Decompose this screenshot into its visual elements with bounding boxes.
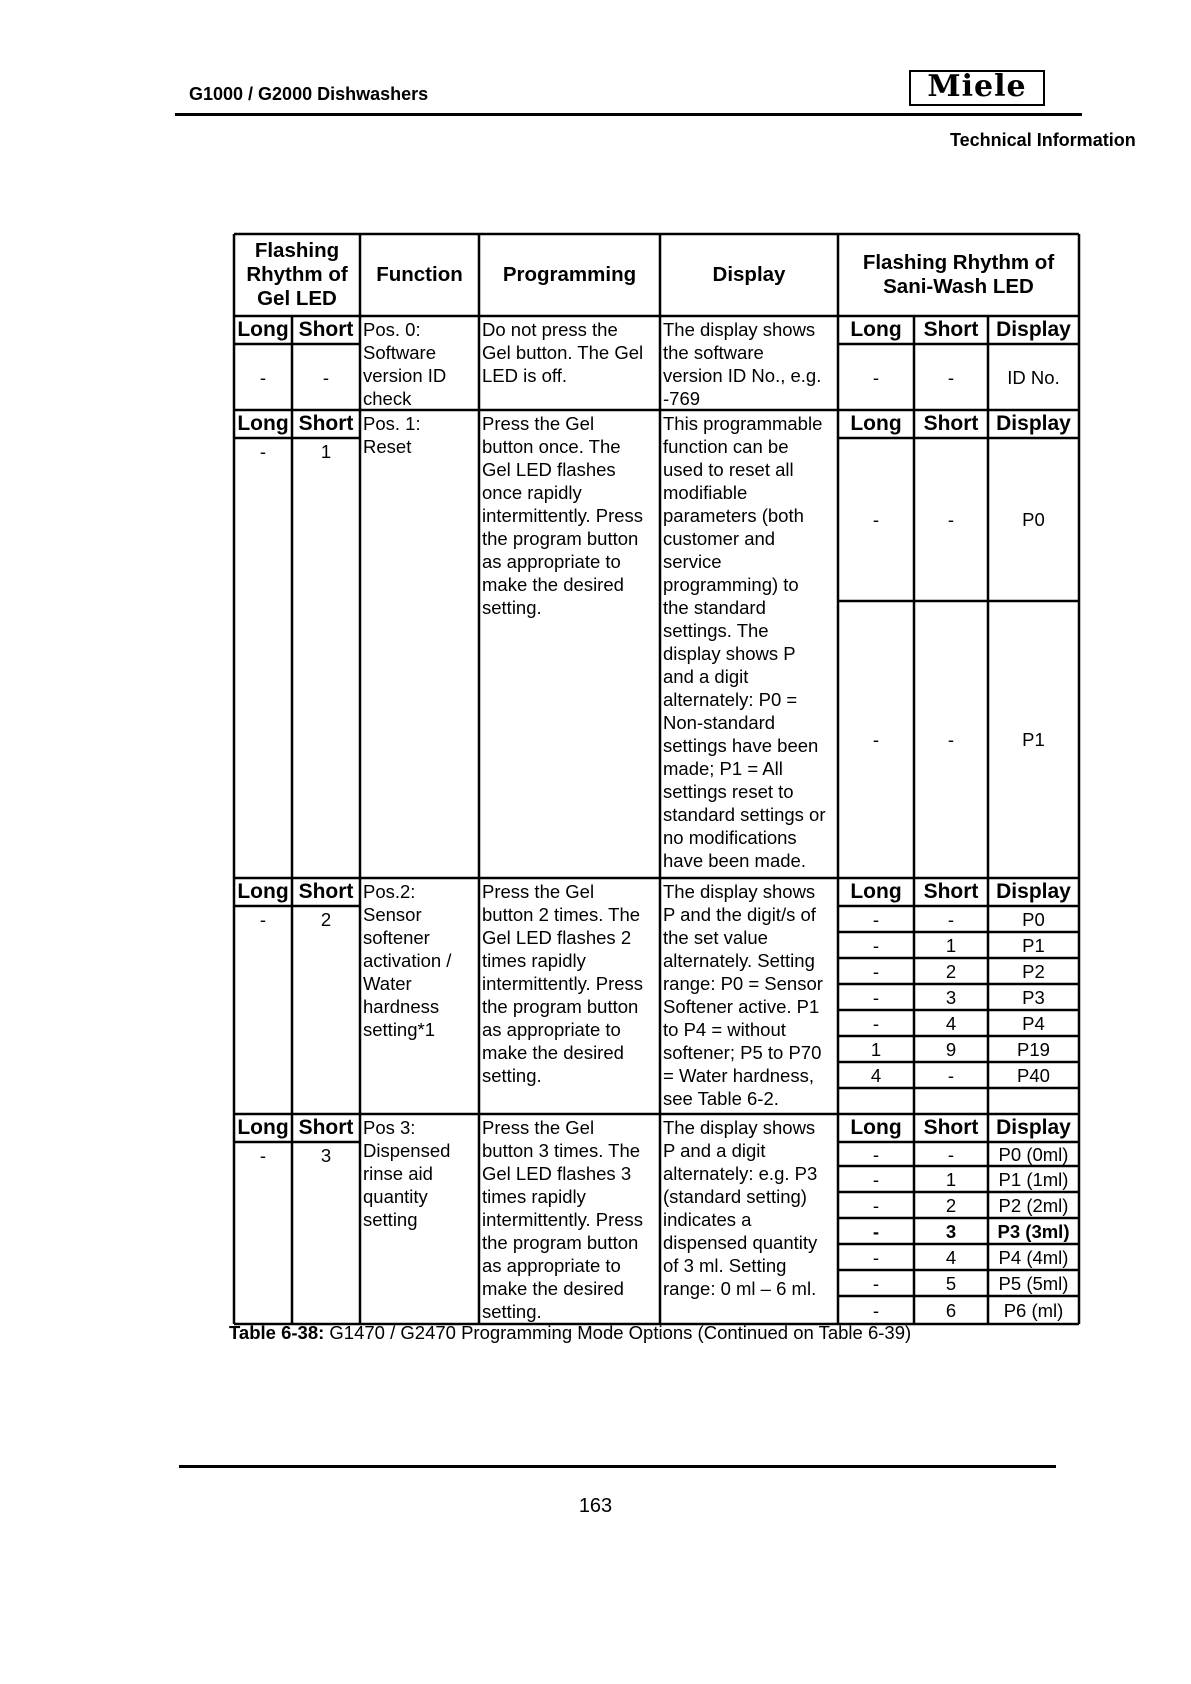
header-display: Display [712, 263, 786, 286]
sani-display-value: P1 (1ml) [998, 1168, 1069, 1190]
gel-long-value: - [259, 1145, 267, 1166]
sani-short-value: - [947, 509, 955, 530]
sani-short-value: 1 [945, 934, 957, 956]
document-title: G1000 / G2000 Dishwashers [189, 84, 429, 104]
gel-long-header: Long [237, 318, 289, 341]
function-text: Pos. 0: Software version ID check [363, 319, 447, 409]
header-function: Function [376, 263, 463, 286]
display-text: The display shows the software version ID No., e.g. -769 [663, 319, 822, 409]
gel-long-header: Long [237, 412, 289, 435]
sani-display-value: P4 [1022, 1012, 1045, 1034]
sani-display-value: P0 [1022, 908, 1045, 930]
table-caption [229, 1322, 911, 1344]
sani-short-value: 9 [945, 1038, 957, 1060]
sani-short-header: Short [923, 318, 979, 341]
programming-text: Press the Gel button 2 times. The Gel LED flashes 2 times rapidly intermittently. Press the program button as appropriate to make the desired setting. [482, 881, 644, 1086]
sani-short-value: 2 [945, 960, 957, 982]
sani-short-header: Short [923, 412, 979, 435]
sani-long-value: - [872, 1012, 880, 1034]
gel-long-header: Long [237, 1116, 289, 1139]
gel-short-value: 3 [320, 1145, 332, 1166]
sani-long-header: Long [850, 880, 902, 903]
sani-display-value: P0 [1022, 509, 1045, 530]
sani-long-value: - [872, 986, 880, 1008]
sani-short-header: Short [923, 880, 979, 903]
gel-short-header: Short [298, 412, 354, 435]
header-rule [175, 113, 1082, 116]
sani-display-value: P5 (5ml) [998, 1272, 1069, 1294]
gel-short-header: Short [298, 1116, 354, 1139]
sani-short-value: - [947, 366, 955, 388]
sani-short-value: - [947, 729, 955, 750]
sani-long-value: - [872, 509, 880, 530]
display-text: This programmable function can be used to reset all modifiable parameters (both customer and service programming) to the standard settings. The display shows P and a digit alternately: P0 = Non-standard settings have been made; P1 = All settings reset to standard settings or no modifications have been made. [663, 413, 826, 871]
gel-long-value: - [259, 441, 267, 462]
footer-rule [179, 1465, 1056, 1468]
sani-display-value: P1 [1022, 934, 1045, 956]
sani-long-value: - [872, 1143, 880, 1165]
header-sani-wash-led: Flashing Rhythm of Sani-Wash LED [862, 251, 1055, 298]
sani-long-value: - [872, 366, 880, 388]
sani-short-value: 3 [945, 986, 957, 1008]
sani-display-header: Display [996, 318, 1071, 341]
sani-display-value: P3 (3ml) [997, 1220, 1070, 1242]
sani-long-header: Long [850, 318, 902, 341]
sani-display-value: P1 [1022, 729, 1045, 750]
sani-short-value: 4 [945, 1012, 957, 1034]
sani-display-value: P2 (2ml) [998, 1194, 1069, 1216]
sani-display-value: P40 [1017, 1064, 1050, 1086]
sani-long-value: - [872, 934, 880, 956]
sani-long-value: - [872, 1168, 880, 1190]
sani-short-value: 2 [945, 1194, 957, 1216]
gel-short-value: 1 [320, 441, 332, 462]
sani-long-value: 4 [870, 1064, 882, 1086]
sani-display-value: P6 (ml) [1003, 1299, 1064, 1321]
programming-text: Do not press the Gel button. The Gel LED is off. [482, 319, 644, 386]
gel-short-header: Short [298, 880, 354, 903]
function-text: Pos 3: Dispensed rinse aid quantity setting [363, 1117, 451, 1230]
gel-short-value: 2 [320, 909, 332, 930]
programming-text: Press the Gel button 3 times. The Gel LED flashes 3 times rapidly intermittently. Press the program button as appropriate to make the desired setting. [482, 1117, 644, 1322]
sani-long-value: - [872, 960, 880, 982]
sani-long-value: - [872, 1220, 880, 1242]
miele-logo: Miele [909, 70, 1045, 106]
sani-short-header: Short [923, 1116, 979, 1139]
header-programming: Programming [502, 263, 637, 286]
sani-short-value: 5 [945, 1272, 957, 1294]
sani-display-header: Display [996, 412, 1071, 435]
page-number: 163 [578, 1495, 613, 1517]
sani-long-value: - [872, 1194, 880, 1216]
sani-display-value: ID No. [1007, 366, 1060, 388]
sani-short-value: 4 [945, 1246, 957, 1268]
sani-display-value: P3 [1022, 986, 1045, 1008]
sani-short-value: 1 [945, 1168, 957, 1190]
sani-display-value: P4 (4ml) [998, 1246, 1069, 1268]
table-caption-label: Table 6-38: [229, 1322, 325, 1343]
sani-long-value: - [872, 1272, 880, 1294]
sani-display-value: P2 [1022, 960, 1045, 982]
header-gel-led: Flashing Rhythm of Gel LED [246, 239, 348, 310]
sani-long-header: Long [850, 1116, 902, 1139]
function-text: Pos.2: Sensor softener activation / Water hardness setting*1 [363, 881, 452, 1040]
table-caption-text: G1470 / G2470 Programming Mode Options (Continued on Table 6-39) [324, 1322, 912, 1343]
document-subtitle: Technical Information [950, 130, 1136, 150]
sani-long-header: Long [850, 412, 902, 435]
sani-display-header: Display [996, 1116, 1071, 1139]
sani-long-value: - [872, 1299, 880, 1321]
gel-short-value: - [322, 366, 330, 388]
sani-long-value: - [872, 1246, 880, 1268]
sani-short-value: 3 [945, 1220, 957, 1242]
sani-display-value: P19 [1017, 1038, 1050, 1060]
sani-short-value: - [947, 908, 955, 930]
sani-short-value: - [947, 1064, 955, 1086]
sani-short-value: - [947, 1143, 955, 1165]
function-text: Pos. 1: Reset [363, 413, 421, 457]
gel-long-value: - [259, 366, 267, 388]
display-text: The display shows P and the digit/s of the set value alternately. Setting range: P0 = Sensor Softener active. P1 to P4 = without softener; P5 to P70 = Water hardness, see Table 6-2. [663, 881, 823, 1109]
gel-long-value: - [259, 909, 267, 930]
sani-long-value: 1 [870, 1038, 882, 1060]
display-text: The display shows P and a digit alternately: e.g. P3 (standard setting) indicates a dispensed quantity of 3 ml. Setting range: 0 ml – 6 ml. [663, 1117, 818, 1299]
sani-long-value: - [872, 729, 880, 750]
sani-display-value: P0 (0ml) [998, 1143, 1069, 1165]
sani-long-value: - [872, 908, 880, 930]
gel-long-header: Long [237, 880, 289, 903]
programming-text: Press the Gel button once. The Gel LED flashes once rapidly intermittently. Press the program button as appropriate to make the desired setting. [482, 413, 644, 618]
gel-short-header: Short [298, 318, 354, 341]
sani-short-value: 6 [945, 1299, 957, 1321]
sani-display-header: Display [996, 880, 1071, 903]
